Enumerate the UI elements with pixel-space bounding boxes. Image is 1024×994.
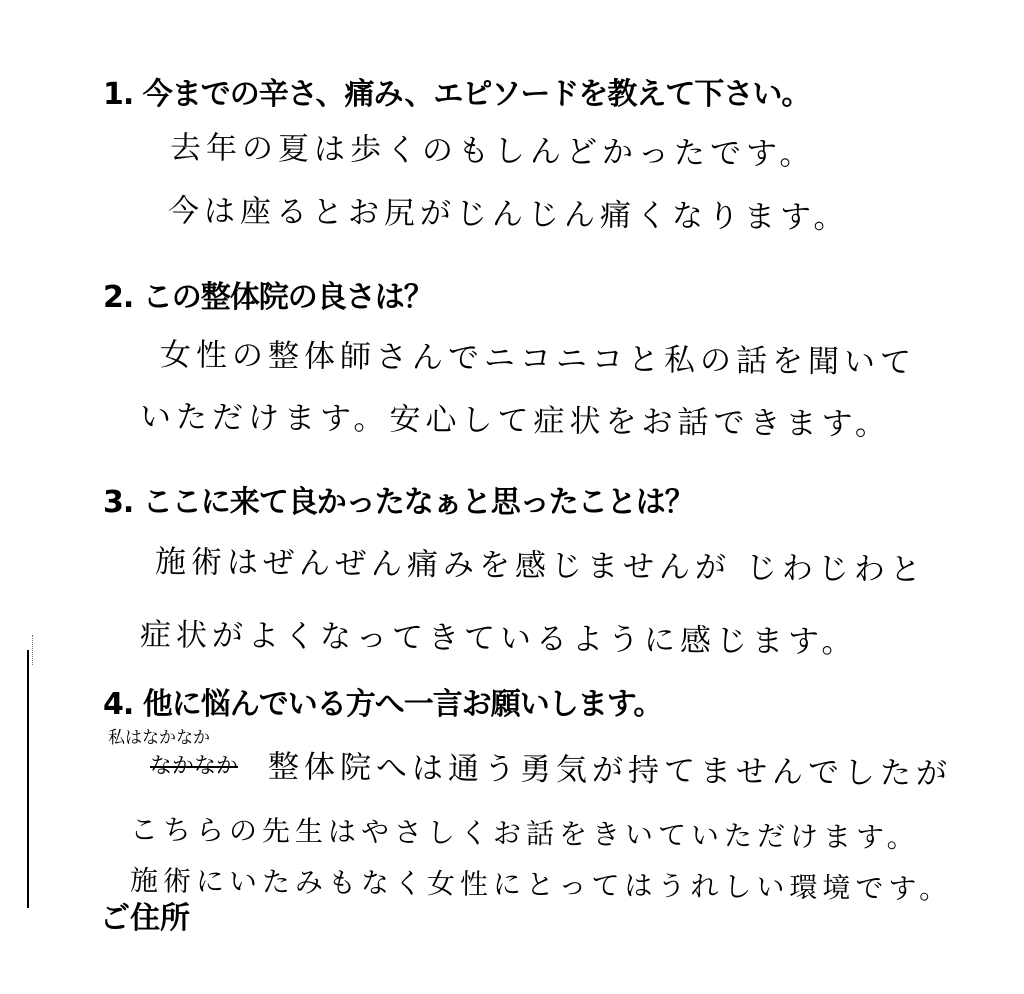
question-2-answer-line-1: 女性の整体師さんでニコニコと私の話を聞いて	[159, 337, 917, 381]
question-3-answer-line-2: 症状がよくなってきているように感じます。	[139, 617, 858, 661]
question-4-answer-line-2: こちらの先生はやさしくお話をきいていただけます。	[129, 813, 920, 855]
inserted-note: 私はなかなか	[108, 728, 210, 748]
margin-line	[27, 650, 29, 908]
cut-off-heading-text: ご住所	[100, 901, 190, 936]
question-4-answer-line-3: 施術にいたみもなく女性にとってはうれしい環境です。	[129, 864, 953, 906]
question-3-title: 3. ここに来て良かったなぁと思ったことは？	[103, 485, 694, 520]
question-4-answer-line-1: 整体院へは通う勇気が持てませんでしたが	[267, 749, 953, 793]
cut-off-heading	[100, 897, 190, 936]
struck-through-text: なかなか	[150, 754, 239, 779]
question-1-answer-line-2: 今は座るとお尻がじんじん痛くなります。	[167, 193, 850, 237]
question-1-title: 1. 今までの辛さ、痛み、エピソードを教えて下さい。	[103, 77, 811, 112]
question-2-answer-line-2: いただけます。安心して症状をお話できます。	[139, 399, 892, 443]
margin-dots	[32, 635, 34, 665]
question-4-title: 4. 他に悩んでいる方へ一言お願いします。	[103, 687, 663, 722]
question-1-answer-line-1: 去年の夏は歩くのもしんどかったです。	[169, 130, 816, 173]
question-3-answer-line-1: 施術はぜんぜん痛みを感じませんが じわじわと	[154, 544, 927, 589]
question-2-title: 2. この整体院の良さは？	[103, 280, 433, 315]
